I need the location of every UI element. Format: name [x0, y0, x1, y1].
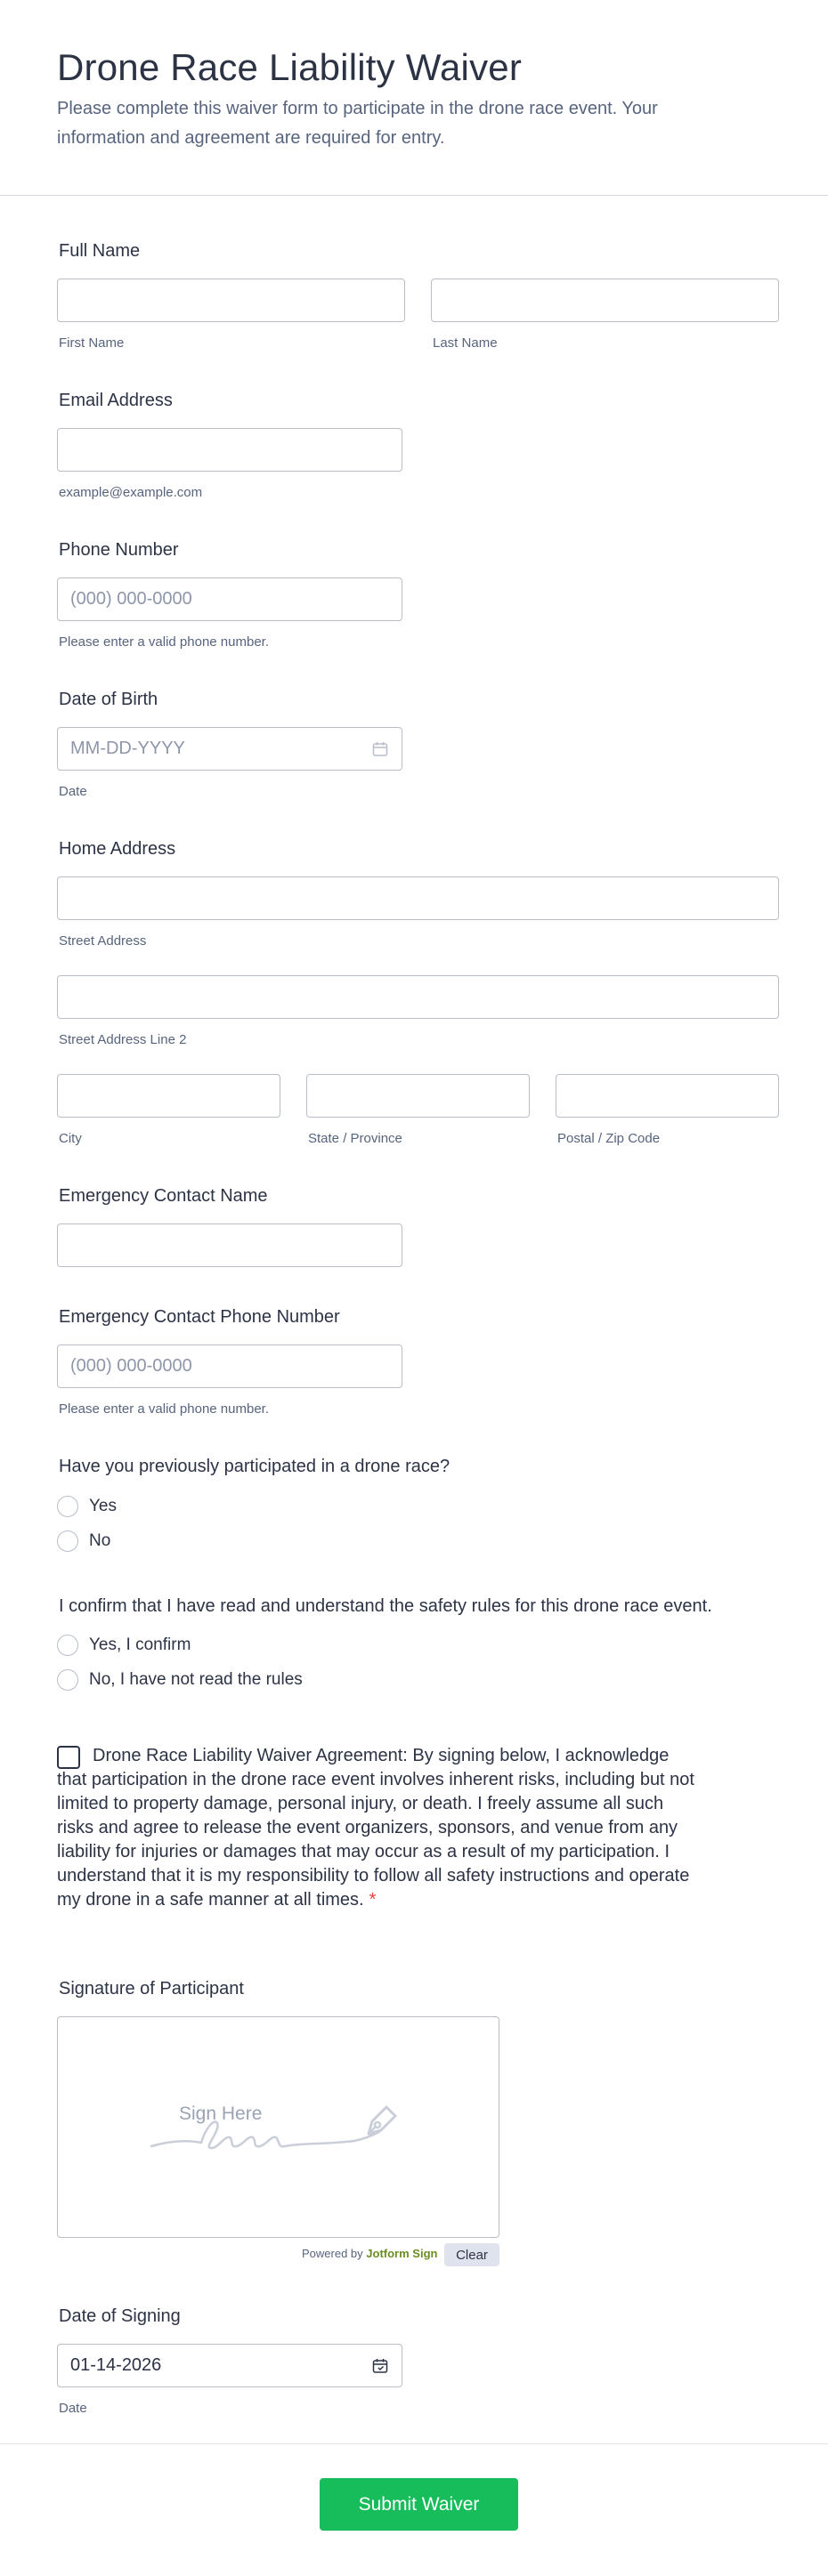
last-name-sublabel: Last Name — [433, 335, 498, 351]
signing-date-sublabel: Date — [59, 2401, 87, 2416]
state-input[interactable] — [306, 1074, 530, 1118]
footer-divider — [0, 2443, 828, 2444]
phone-input[interactable] — [57, 577, 402, 621]
email-input[interactable] — [57, 428, 402, 472]
radio-option-confirm[interactable] — [57, 1635, 191, 1656]
required-marker: * — [369, 1890, 377, 1910]
state-sublabel: State / Province — [308, 1131, 402, 1146]
form-subtitle: Please complete this waiver form to participate in the drone race event. Your information and agreement are required for entry. — [57, 99, 658, 148]
powered-brand[interactable]: Jotform Sign — [366, 2247, 438, 2260]
radio-button[interactable] — [57, 1530, 78, 1552]
first-name-sublabel: First Name — [59, 335, 125, 351]
zip-sublabel: Postal / Zip Code — [557, 1131, 661, 1146]
phone-label: Phone Number — [59, 540, 179, 560]
powered-by — [302, 2247, 437, 2260]
signing-date-input[interactable] — [57, 2344, 402, 2387]
street-address-line2-sublabel: Street Address Line 2 — [59, 1032, 187, 1047]
radio-option-label: No, I have not read the rules — [89, 1670, 303, 1689]
agreement-checkbox[interactable] — [57, 1746, 80, 1769]
form-title: Drone Race Liability Waiver — [57, 46, 523, 88]
full-name-label: Full Name — [59, 241, 141, 261]
city-sublabel: City — [59, 1131, 82, 1146]
email-label: Email Address — [59, 391, 173, 410]
address-label: Home Address — [59, 839, 176, 859]
city-input[interactable] — [57, 1074, 280, 1118]
sign-here-hint: Sign Here — [179, 2104, 263, 2124]
agreement-text — [57, 1744, 703, 1912]
zip-input[interactable] — [556, 1074, 779, 1118]
radio-option-label: Yes, I confirm — [89, 1635, 191, 1654]
dob-label: Date of Birth — [59, 690, 158, 709]
pen-icon — [360, 2100, 402, 2143]
dob-input[interactable] — [57, 727, 402, 771]
last-name-input[interactable] — [431, 279, 779, 322]
email-sublabel: example@example.com — [59, 485, 203, 500]
emergency-phone-input[interactable] — [57, 1345, 402, 1388]
radio-option-label: No — [89, 1531, 111, 1550]
dob-sublabel: Date — [59, 784, 87, 799]
emergency-name-input[interactable] — [57, 1223, 402, 1267]
submit-button[interactable]: Submit Waiver — [320, 2478, 518, 2531]
powered-prefix: Powered by — [302, 2247, 363, 2260]
emergency-name-label: Emergency Contact Name — [59, 1186, 268, 1206]
radio-button[interactable] — [57, 1669, 78, 1691]
safety-label: I confirm that I have read and understand the safety rules for this drone race event. — [59, 1596, 712, 1616]
radio-option-no[interactable] — [57, 1530, 110, 1552]
phone-sublabel: Please enter a valid phone number. — [59, 634, 269, 650]
emergency-phone-sublabel: Please enter a valid phone number. — [59, 1401, 269, 1417]
radio-option-label: Yes — [89, 1497, 117, 1515]
radio-button[interactable] — [57, 1635, 78, 1656]
emergency-phone-label: Emergency Contact Phone Number — [59, 1307, 340, 1327]
calendar-icon[interactable] — [371, 740, 389, 758]
signing-date-label: Date of Signing — [59, 2306, 181, 2326]
street-address-input[interactable] — [57, 876, 779, 920]
radio-button[interactable] — [57, 1496, 78, 1517]
radio-option-not-read[interactable] — [57, 1669, 303, 1691]
signature-label: Signature of Participant — [59, 1979, 244, 1999]
first-name-input[interactable] — [57, 279, 405, 322]
prior-race-label: Have you previously participated in a drone race? — [59, 1457, 451, 1476]
street-address-line2-input[interactable] — [57, 975, 779, 1019]
clear-signature-button[interactable]: Clear — [444, 2243, 499, 2266]
agreement-body: Drone Race Liability Waiver Agreement: By signing below, I acknowledge that participation in the drone race event involves inherent risks, including but not limited to property damage, personal injury, or death. I freely assume all such risks and agree to release the event organizers, sponsors, and venue from any liability for injuries or damages that may occur as a result of my participation. I understand that it is my responsibility to follow all safety instructions and operate my drone in a safe manner at all times. — [57, 1746, 694, 1910]
street-address-sublabel: Street Address — [59, 933, 147, 949]
form-header — [0, 0, 828, 196]
calendar-icon[interactable] — [371, 2357, 389, 2375]
radio-option-yes[interactable] — [57, 1496, 117, 1517]
